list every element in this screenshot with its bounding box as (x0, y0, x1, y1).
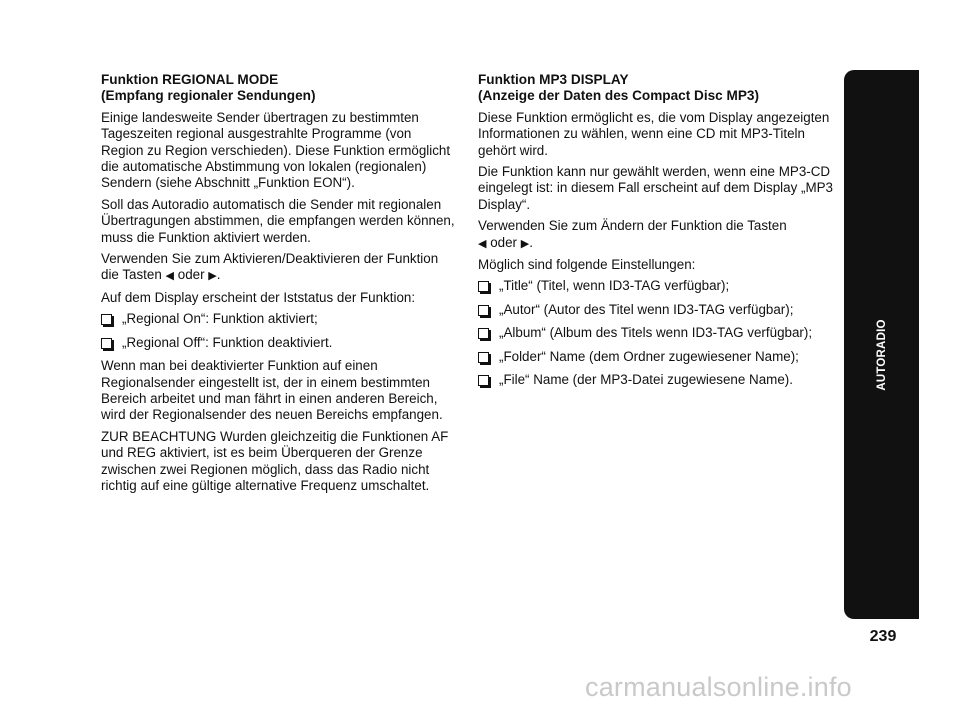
left-triangle-icon: ◀ (478, 237, 487, 250)
list-item-text: „Title“ (Titel, wenn ID3-TAG verfügbar); (499, 278, 730, 294)
paragraph: Diese Funktion ermöglicht es, die vom Display angezeigten Informationen zu wählen, wenn eine CD mit MP3-Titeln gehört wird. (478, 109, 830, 158)
chapter-tab-label: AUTORADIO (875, 319, 888, 391)
list-item-text: „Autor“ (Autor des Titel wenn ID3-TAG verfügbar); (499, 301, 794, 317)
page-number: 239 (869, 628, 897, 645)
list-item (478, 372, 836, 388)
paragraph-end: . (529, 234, 533, 250)
list-item-text: „Regional On“: Funktion aktiviert; (122, 311, 318, 327)
paragraph: Einige landesweite Sender übertragen zu bestimmten Tageszeiten regional ausgestrahlte Programme (von Region zu Region verschieden). Diese Funktion ermöglicht die automatische Abstimmung von lokalen (regionalen) Sendern (siehe Abschnitt „Funktion EON“). (101, 109, 451, 191)
checkbox-square-icon (478, 328, 489, 339)
paragraph: ZUR BEACHTUNG Wurden gleichzeitig die Funktionen AF und REG aktiviert, ist es beim Überqueren der Grenze zwischen zwei Regionen möglich, dass das Radio nicht richtig auf eine gültige alternative Frequenz umschaltet. (101, 428, 449, 493)
chapter-side-tab (844, 70, 919, 619)
list-item-text: „Regional Off“: Funktion deaktiviert. (122, 334, 333, 350)
list-item (101, 311, 457, 327)
paragraph: Die Funktion kann nur gewählt werden, wenn eine MP3-CD eingelegt ist: in diesem Fall erscheint auf dem Display „MP3 Display“. (478, 164, 834, 212)
list-item-text: „Album“ (Album des Titels wenn ID3-TAG verfügbar); (499, 325, 813, 341)
paragraph: Wenn man bei deaktivierter Funktion auf einen Regionalsender eingestellt ist, der in einem bestimmten Bereich arbeitet und man fährt in einen anderen Bereich, wird der Regionalsender des neuen Bereichs empfangen. (101, 358, 443, 423)
left-column (101, 72, 457, 499)
list-item (478, 325, 836, 341)
oder-text: oder (490, 234, 518, 250)
paragraph-text: Verwenden Sie zum Aktivieren/Deaktivieren der Funktion die Tasten (101, 251, 439, 283)
list-item (101, 335, 457, 351)
paragraph: Soll das Autoradio automatisch die Sender mit regionalen Übertragungen abstimmen, die empfangen werden können, muss die Funktion aktiviert werden. (101, 196, 455, 245)
right-triangle-icon: ▶ (208, 270, 217, 283)
oder-text: oder (177, 267, 205, 283)
paragraph: Auf dem Display erscheint der Iststatus der Funktion: (101, 289, 416, 305)
left-triangle-icon: ◀ (165, 270, 175, 283)
paragraph: Möglich sind folgende Einstellungen: (478, 257, 696, 273)
right-column (478, 72, 836, 396)
heading-line: (Anzeige der Daten des Compact Disc MP3) (478, 88, 760, 104)
checkbox-square-icon (478, 305, 489, 316)
list-item-text: „Folder“ Name (dem Ordner zugewiesener Name); (499, 348, 799, 364)
watermark: carmanualsonline.info (585, 672, 852, 702)
paragraph-text: Verwenden Sie zum Ändern der Funktion die Tasten (478, 218, 787, 234)
checkbox-square-icon (478, 352, 489, 363)
section-heading-regional-mode (101, 72, 457, 105)
checkbox-square-icon (101, 338, 112, 349)
checkbox-square-icon (478, 281, 489, 292)
heading-line: Funktion MP3 DISPLAY (478, 72, 629, 87)
paragraph-with-arrows (478, 218, 836, 252)
heading-line: (Empfang regionaler Sendungen) (101, 88, 316, 104)
right-triangle-icon: ▶ (520, 237, 530, 250)
list-item (478, 302, 836, 318)
paragraph-end: . (216, 267, 221, 283)
checkbox-square-icon (478, 375, 489, 386)
checkbox-square-icon (101, 314, 112, 325)
section-heading-mp3-display (478, 72, 836, 105)
paragraph-with-arrows (101, 251, 457, 285)
list-item (478, 278, 836, 294)
heading-line: Funktion REGIONAL MODE (101, 72, 279, 87)
list-item-text: „File“ Name (der MP3-Datei zugewiesene Name). (499, 372, 793, 388)
list-item (478, 349, 836, 365)
